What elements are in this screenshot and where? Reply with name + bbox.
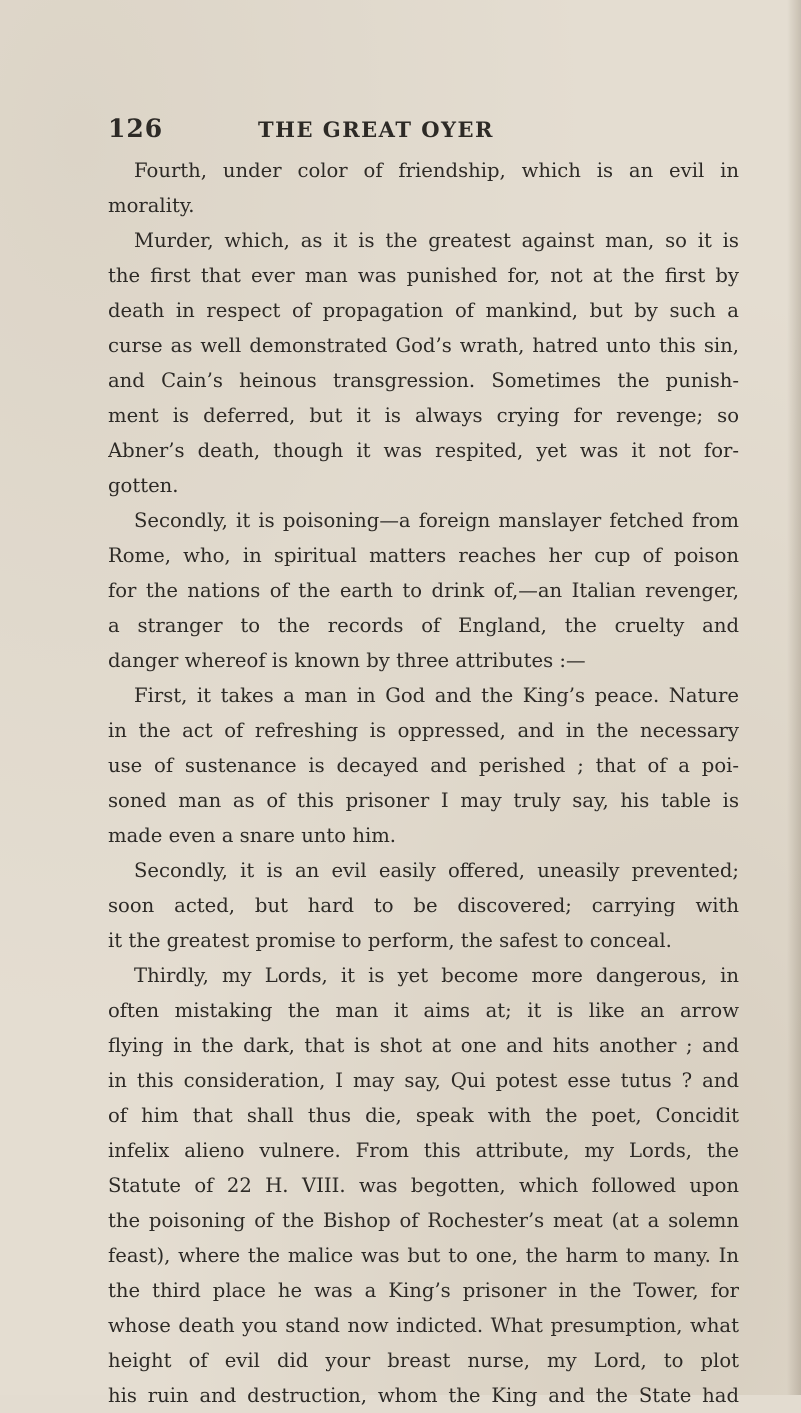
text-line: the poisoning of the Bishop of Rochester’s meat (at a solemn [108,1209,739,1232]
text-line: the first that ever man was punished for, not at the first by [108,264,739,287]
text-line: for the nations of the earth to drink of,—an Italian revenger, [108,579,739,602]
text-line: whose death you stand now indicted. What presumption, what [108,1314,739,1337]
text-line: use of sustenance is decayed and perished ; that of a poi- [108,754,739,777]
text-line: Thirdly, my Lords, it is yet become more dangerous, in [134,964,739,987]
text-line: Murder, which, as it is the greatest against man, so it is [134,229,739,252]
running-head [108,114,728,148]
text-line: Secondly, it is poisoning—a foreign manslayer fetched from [134,509,739,532]
running-title: THE GREAT OYER [258,117,495,142]
text-line: Statute of 22 H. VIII. was begotten, which followed upon [108,1174,739,1197]
text-line: made even a snare unto him. [108,824,397,847]
text-line: infelix alieno vulnere. From this attribute, my Lords, the [108,1139,739,1162]
text-line: Secondly, it is an evil easily offered, uneasily prevented; [134,859,739,882]
text-line: in this consideration, I may say, Qui potest esse tutus ? and [108,1069,739,1092]
body-text [108,153,739,1413]
text-line: Rome, who, in spiritual matters reaches her cup of poison [108,544,739,567]
text-line: height of evil did your breast nurse, my Lord, to plot [108,1349,739,1372]
text-line: flying in the dark, that is shot at one and hits another ; and [108,1034,739,1057]
text-line: morality. [108,194,195,217]
text-line: feast), where the malice was but to one, the harm to many. In [108,1244,739,1267]
text-line: Abner’s death, though it was respited, yet was it not for- [108,439,739,462]
text-line: the third place he was a King’s prisoner in the Tower, for [108,1279,739,1302]
text-line: of him that shall thus die, speak with the poet, Concidit [108,1104,739,1127]
text-line: Fourth, under color of friendship, which is an evil in [134,159,739,182]
text-line: soned man as of this prisoner I may truly say, his table is [108,789,739,812]
text-line: ment is deferred, but it is always crying for revenge; so [108,404,739,427]
text-line: curse as well demonstrated God’s wrath, hatred unto this sin, [108,334,739,357]
text-line: often mistaking the man it aims at; it is like an arrow [108,999,739,1022]
text-line: his ruin and destruction, whom the King and the State had [108,1384,739,1407]
text-line: in the act of refreshing is oppressed, and in the necessary [108,719,739,742]
text-line: death in respect of propagation of mankind, but by such a [108,299,739,322]
text-line: danger whereof is known by three attributes :— [108,649,586,672]
page-edge-shadow [787,0,801,1395]
text-line: a stranger to the records of England, the cruelty and [108,614,739,637]
text-line: gotten. [108,474,179,497]
text-line: First, it takes a man in God and the King’s peace. Nature [134,684,739,707]
text-line: it the greatest promise to perform, the safest to conceal. [108,929,672,952]
text-line: soon acted, but hard to be discovered; carrying with [108,894,739,917]
page-number: 126 [108,114,164,143]
text-line: and Cain’s heinous transgression. Sometimes the punish- [108,369,739,392]
